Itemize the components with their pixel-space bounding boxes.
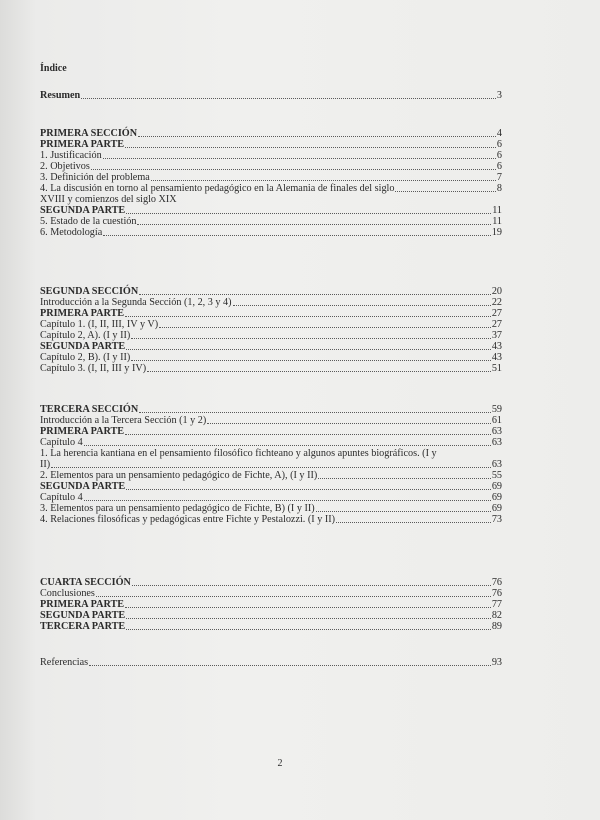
toc-entry-page: 51 bbox=[491, 363, 502, 374]
toc-entry-label: 3. Definición del problema bbox=[40, 172, 150, 183]
toc-entry-label: 2. Objetivos bbox=[40, 161, 90, 172]
toc-referencias bbox=[40, 657, 502, 668]
dot-leader bbox=[84, 445, 491, 446]
toc-entry bbox=[40, 352, 502, 363]
toc-entry-label: 2. Elementos para un pensamiento pedagógico de Fichte, A), (I y II) bbox=[40, 470, 318, 481]
toc-entry bbox=[40, 150, 502, 161]
toc-entry-page: 11 bbox=[492, 205, 502, 216]
toc-entry-page: 19 bbox=[491, 227, 502, 238]
toc-entry-label: Resumen bbox=[40, 90, 81, 101]
toc-entry-page: 63 bbox=[491, 426, 502, 437]
toc-entry-label: Capítulo 2, A). (I y II) bbox=[40, 330, 131, 341]
toc-entry-page: 63 bbox=[491, 459, 502, 470]
toc-entry bbox=[40, 503, 502, 514]
page-title: Índice bbox=[40, 63, 67, 74]
toc-entry-page: 6 bbox=[496, 150, 502, 161]
toc-entry-label: TERCERA SECCIÓN bbox=[40, 404, 139, 415]
toc-entry-page: 43 bbox=[491, 352, 502, 363]
dot-leader bbox=[318, 478, 491, 479]
toc-entry bbox=[40, 437, 502, 448]
toc-entry-page: 55 bbox=[491, 470, 502, 481]
toc-entry bbox=[40, 481, 502, 492]
dot-leader bbox=[137, 224, 491, 225]
dot-leader bbox=[336, 522, 491, 523]
toc-entry bbox=[40, 128, 502, 139]
dot-leader bbox=[126, 349, 491, 350]
dot-leader bbox=[96, 596, 491, 597]
toc-entry-label: Referencias bbox=[40, 657, 89, 668]
dot-leader bbox=[125, 147, 496, 148]
toc-entry-label: 6. Metodología bbox=[40, 227, 103, 238]
toc-entry-label: Capítulo 2, B). (I y II) bbox=[40, 352, 131, 363]
toc-entry-label: SEGUNDA PARTE bbox=[40, 481, 126, 492]
dot-leader bbox=[84, 500, 491, 501]
toc-entry-page: 43 bbox=[491, 341, 502, 352]
toc-entry-label: TERCERA PARTE bbox=[40, 621, 126, 632]
toc-entry-label: 5. Estado de la cuestión bbox=[40, 216, 137, 227]
toc-entry bbox=[40, 588, 502, 599]
dot-leader bbox=[207, 423, 491, 424]
toc-entry-label: 4. Relaciones filosóficas y pedagógicas entre Fichte y Pestalozzi. (I y II) bbox=[40, 514, 336, 525]
toc-section-4 bbox=[40, 577, 502, 632]
toc-entry-label: Introducción a la Tercera Sección (1 y 2) bbox=[40, 415, 207, 426]
toc-entry-label: SEGUNDA PARTE bbox=[40, 610, 126, 621]
toc-entry bbox=[40, 657, 502, 668]
toc-entry-page: 76 bbox=[491, 588, 502, 599]
toc-entry-label: Capítulo 3. (I, II, III y IV) bbox=[40, 363, 147, 374]
toc-entry-page: 77 bbox=[491, 599, 502, 610]
toc-entry-page: 69 bbox=[491, 481, 502, 492]
toc-entry-label: II) bbox=[40, 459, 51, 470]
toc-section-3 bbox=[40, 404, 502, 525]
toc-entry bbox=[40, 308, 502, 319]
toc-entry bbox=[40, 341, 502, 352]
toc-entry bbox=[40, 139, 502, 150]
toc-entry-label: PRIMERA PARTE bbox=[40, 308, 125, 319]
toc-entry-label: SEGUNDA SECCIÓN bbox=[40, 286, 139, 297]
toc-entry bbox=[40, 470, 502, 481]
toc-entry bbox=[40, 404, 502, 415]
dot-leader bbox=[151, 180, 496, 181]
toc-entry-label: Capítulo 4 bbox=[40, 437, 83, 448]
toc-entry-label: 1. Justificación bbox=[40, 150, 102, 161]
toc-entry bbox=[40, 610, 502, 621]
toc-entry-page: 73 bbox=[491, 514, 502, 525]
toc-entry-page: 22 bbox=[491, 297, 502, 308]
toc-entry-page: 20 bbox=[491, 286, 502, 297]
page-number: 2 bbox=[277, 758, 283, 769]
toc-entry bbox=[40, 330, 502, 341]
toc-entry-page: 76 bbox=[491, 577, 502, 588]
toc-entry bbox=[40, 599, 502, 610]
dot-leader bbox=[139, 412, 491, 413]
toc-entry-label: Introducción a la Segunda Sección (1, 2, 3 y 4) bbox=[40, 297, 232, 308]
toc-entry bbox=[40, 172, 502, 183]
toc-entry-page: 8 bbox=[496, 183, 502, 194]
toc-entry-continuation: 1. La herencia kantiana en el pensamiento filosófico fichteano y algunos apuntes biográficos. (I y bbox=[40, 448, 437, 459]
toc-resumen bbox=[40, 90, 502, 101]
toc-entry-page: 6 bbox=[496, 161, 502, 172]
toc-entry bbox=[40, 319, 502, 330]
toc-entry bbox=[40, 492, 502, 503]
dot-leader bbox=[131, 338, 491, 339]
dot-leader bbox=[126, 629, 491, 630]
toc-entry-label: PRIMERA PARTE bbox=[40, 426, 125, 437]
dot-leader bbox=[132, 585, 491, 586]
toc-entry-page: 63 bbox=[491, 437, 502, 448]
dot-leader bbox=[233, 305, 491, 306]
dot-leader bbox=[126, 489, 491, 490]
toc-entry-label: CUARTA SECCIÓN bbox=[40, 577, 131, 588]
dot-leader bbox=[103, 158, 496, 159]
toc-section-2 bbox=[40, 286, 502, 374]
toc-entry-page: 4 bbox=[496, 128, 502, 139]
dot-leader bbox=[103, 235, 491, 236]
toc-entry-page: 61 bbox=[491, 415, 502, 426]
dot-leader bbox=[147, 371, 491, 372]
toc-entry bbox=[40, 90, 502, 101]
dot-leader bbox=[126, 213, 491, 214]
toc-entry-page: 3 bbox=[496, 90, 502, 101]
toc-entry-page: 82 bbox=[491, 610, 502, 621]
toc-entry-page: 93 bbox=[491, 657, 502, 668]
toc-entry-page: 11 bbox=[492, 216, 502, 227]
toc-entry bbox=[40, 205, 502, 216]
toc-entry-label: SEGUNDA PARTE bbox=[40, 341, 126, 352]
toc-entry bbox=[40, 363, 502, 374]
toc-entry-label: Conclusiones bbox=[40, 588, 95, 599]
toc-entry-page: 27 bbox=[491, 308, 502, 319]
dot-leader bbox=[395, 191, 495, 192]
dot-leader bbox=[139, 294, 491, 295]
dot-leader bbox=[91, 169, 496, 170]
toc-entry bbox=[40, 426, 502, 437]
toc-entry-label: PRIMERA SECCIÓN bbox=[40, 128, 138, 139]
dot-leader bbox=[125, 316, 491, 317]
toc-entry-page: 27 bbox=[491, 319, 502, 330]
toc-entry-page: 7 bbox=[496, 172, 502, 183]
toc-entry bbox=[40, 286, 502, 297]
dot-leader bbox=[316, 511, 491, 512]
dot-leader bbox=[89, 665, 491, 666]
dot-leader bbox=[159, 327, 491, 328]
toc-entry-label: 3. Elementos para un pensamiento pedagógico de Fichte, B) (I y II) bbox=[40, 503, 315, 514]
toc-entry bbox=[40, 216, 502, 227]
dot-leader bbox=[81, 98, 496, 99]
toc-entry-label: Capítulo 4 bbox=[40, 492, 83, 503]
toc-entry-label: 4. La discusión en torno al pensamiento pedagógico en la Alemania de finales del siglo bbox=[40, 183, 395, 194]
dot-leader bbox=[125, 434, 491, 435]
toc-entry bbox=[40, 161, 502, 172]
toc-entry-page: 6 bbox=[496, 139, 502, 150]
toc-entry bbox=[40, 183, 502, 194]
toc-entry bbox=[40, 227, 502, 238]
toc-entry-page: 37 bbox=[491, 330, 502, 341]
toc-entry-label: PRIMERA PARTE bbox=[40, 599, 125, 610]
dot-leader bbox=[125, 607, 491, 608]
toc-entry-page: 69 bbox=[491, 503, 502, 514]
dot-leader bbox=[126, 618, 491, 619]
dot-leader bbox=[131, 360, 491, 361]
toc-section-1 bbox=[40, 128, 502, 238]
toc-entry bbox=[40, 577, 502, 588]
toc-entry-page: 59 bbox=[491, 404, 502, 415]
dot-leader bbox=[51, 467, 491, 468]
toc-entry-page: 69 bbox=[491, 492, 502, 503]
toc-entry-label: PRIMERA PARTE bbox=[40, 139, 125, 150]
toc-entry bbox=[40, 621, 502, 632]
toc-entry-label: SEGUNDA PARTE bbox=[40, 205, 126, 216]
toc-entry-label: Capítulo 1. (I, II, III, IV y V) bbox=[40, 319, 159, 330]
toc-entry bbox=[40, 514, 502, 525]
toc-entry bbox=[40, 459, 502, 470]
toc-entry-page: 89 bbox=[491, 621, 502, 632]
toc-entry-continuation: XVIII y comienzos del siglo XIX bbox=[40, 194, 177, 205]
dot-leader bbox=[138, 136, 496, 137]
toc-entry bbox=[40, 297, 502, 308]
toc-entry bbox=[40, 415, 502, 426]
